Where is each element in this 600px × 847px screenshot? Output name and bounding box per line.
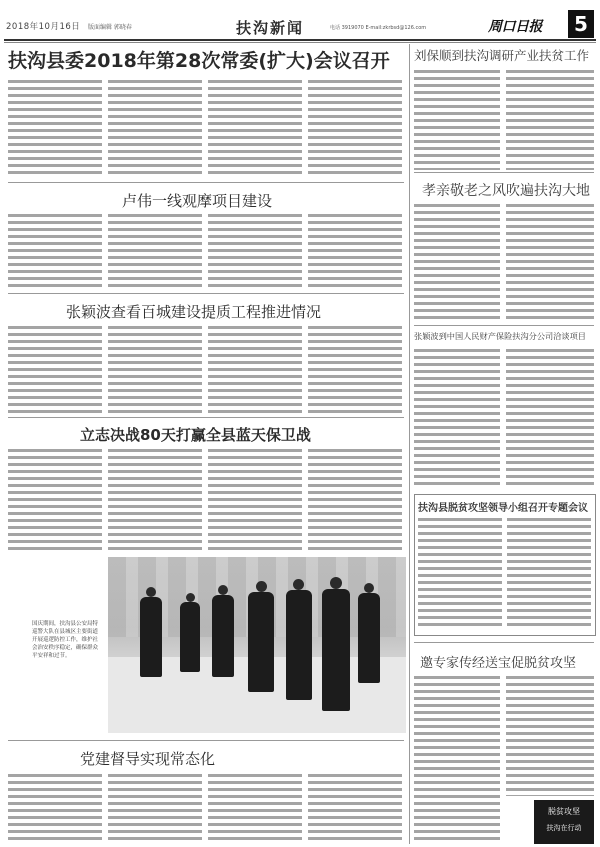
article-headline-a5: 党建督导实现常态化 — [80, 750, 216, 768]
lead-headline: 扶沟县委2018年第28次常委(扩大)会议召开 — [8, 50, 390, 72]
photo-caption: 国庆期间，扶沟县公安局特巡警大队在县城区主要街道开展巡逻防控工作，维护社会治安秩序稳定，确保群众平安祥和过节。 — [32, 621, 99, 659]
lead-col-1 — [8, 78, 102, 178]
divider — [8, 740, 404, 741]
a5-col-3 — [208, 772, 302, 842]
divider — [414, 172, 594, 173]
article-headline-r2: 孝亲敬老之风吹遍扶沟大地 — [422, 183, 590, 199]
patrol-photo — [108, 557, 406, 733]
officer-head — [256, 581, 267, 592]
a3-col-2 — [108, 324, 202, 414]
officer-head — [293, 579, 304, 590]
lead-col-3 — [208, 78, 302, 178]
a3-col-4 — [308, 324, 402, 414]
a2-col-3 — [208, 212, 302, 290]
lead-col-2 — [108, 78, 202, 178]
stamp-line-2: 扶沟在行动 — [546, 824, 582, 832]
editor-tag: 版面编辑 郭晓春 — [88, 24, 132, 31]
officer-head — [364, 583, 374, 593]
officer-figure — [248, 592, 274, 692]
r1-col-1 — [414, 68, 500, 170]
officer-head — [186, 593, 195, 602]
r4-col-2 — [507, 516, 591, 630]
contact-info: 电话 3919070 E-mail:zkrbsd@126.com — [330, 25, 427, 31]
campaign-stamp — [534, 800, 594, 844]
divider — [8, 293, 404, 294]
article-headline-r1: 刘保顺到扶沟调研产业扶贫工作 — [414, 48, 590, 63]
officer-figure — [322, 589, 350, 711]
a4-col-1 — [8, 447, 102, 551]
a5-col-4 — [308, 772, 402, 842]
a4-col-2 — [108, 447, 202, 551]
header-rule — [4, 39, 596, 41]
a5-col-1 — [8, 772, 102, 842]
a5-col-2 — [108, 772, 202, 842]
article-headline-a2: 卢伟一线观摩项目建设 — [122, 192, 273, 210]
officer-head — [146, 587, 156, 597]
a3-col-3 — [208, 324, 302, 414]
lead-col-4 — [308, 78, 402, 178]
divider — [8, 417, 404, 418]
r5-col-1 — [414, 674, 500, 842]
r2-col-1 — [414, 202, 500, 322]
a4-col-4 — [308, 447, 402, 551]
article-headline-r5: 邀专家传经送宝促脱贫攻坚 — [420, 656, 577, 671]
officer-figure — [140, 597, 162, 677]
article-headline-r4: 扶沟县脱贫攻坚领导小组召开专题会议 — [418, 503, 588, 514]
officer-figure — [358, 593, 380, 683]
r1-col-2 — [506, 68, 594, 170]
r3-col-1 — [414, 347, 500, 487]
a4-col-3 — [208, 447, 302, 551]
a2-col-1 — [8, 212, 102, 290]
officer-figure — [286, 590, 312, 700]
column-divider — [409, 44, 410, 844]
r4-col-1 — [418, 516, 502, 630]
officer-figure — [212, 595, 234, 677]
r5-col-2 — [506, 674, 594, 796]
divider — [8, 182, 404, 183]
officer-head — [218, 585, 228, 595]
divider — [414, 642, 594, 643]
r2-col-2 — [506, 202, 594, 322]
header-rule-thin — [4, 42, 596, 43]
page-number: 5 — [568, 10, 594, 38]
issue-date: 2018年10月16日 — [6, 22, 81, 32]
officer-figure — [180, 602, 200, 672]
article-headline-a4: 立志决战80天打赢全县蓝天保卫战 — [80, 426, 311, 444]
section-title: 扶沟新闻 — [236, 19, 305, 37]
article-headline-r3: 张颖波到中国人民财产保险扶沟分公司洽谈项目 — [414, 331, 586, 341]
newspaper-logo: 周口日报 — [488, 19, 542, 35]
a2-col-4 — [308, 212, 402, 290]
article-headline-a3: 张颖波查看百城建设提质工程推进情况 — [66, 303, 322, 321]
officer-head — [330, 577, 342, 589]
r3-col-2 — [506, 347, 594, 487]
a2-col-2 — [108, 212, 202, 290]
a3-col-1 — [8, 324, 102, 414]
stamp-line-1: 脱贫攻坚 — [548, 807, 580, 816]
divider — [414, 325, 594, 326]
